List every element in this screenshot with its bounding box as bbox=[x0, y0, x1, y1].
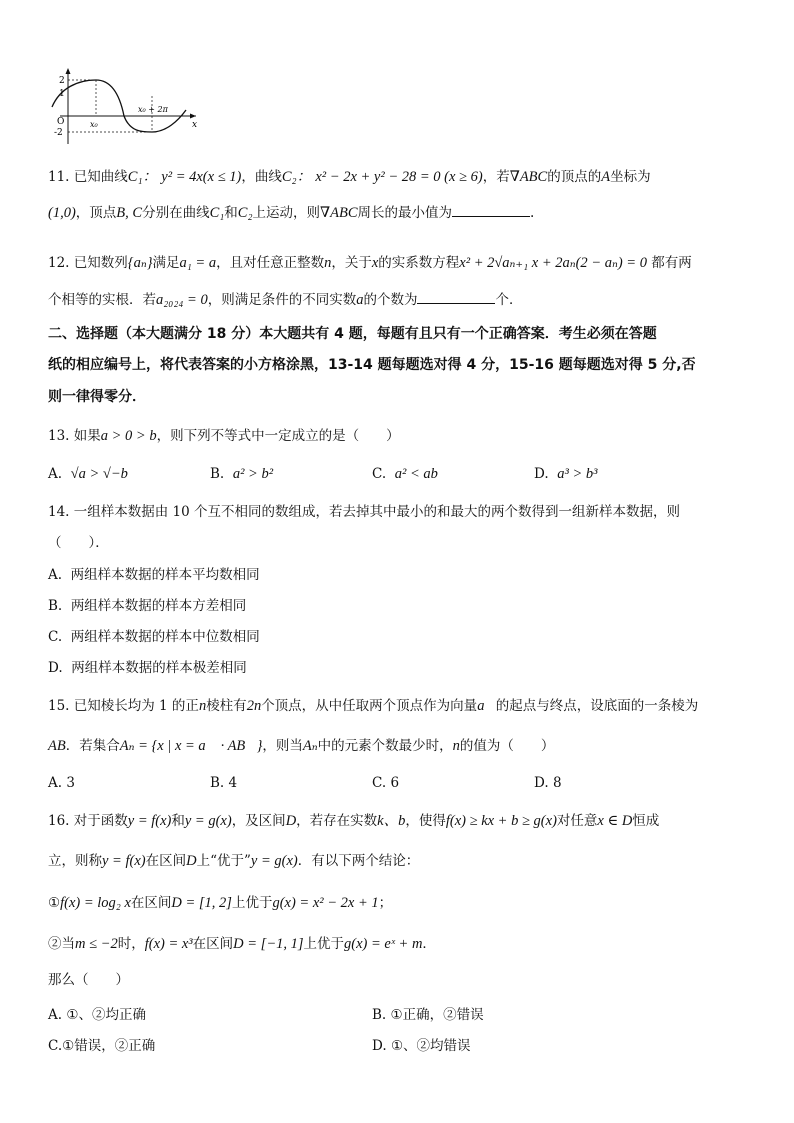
q16-text: ，若存在实数 bbox=[296, 813, 378, 829]
q11-curve-c2: C₂ bbox=[237, 205, 253, 221]
section2-line3: 则一律得零分． bbox=[48, 389, 146, 405]
q16-conclusion-1 bbox=[48, 894, 392, 912]
q16-text: 立，则称 bbox=[48, 853, 102, 869]
option-label: D. bbox=[534, 775, 549, 791]
q11-text: ，曲线 bbox=[241, 169, 282, 185]
x0-2pi-label: x₀ + 2π bbox=[138, 105, 168, 114]
q16-text: 上优于 bbox=[231, 895, 273, 911]
q16-text: 在区间 bbox=[145, 853, 187, 869]
q11-eq2: x² − 2x + y² − 28 = 0 (x ≥ 6) bbox=[315, 169, 483, 185]
q15-line2 bbox=[48, 737, 554, 755]
option-label: D. bbox=[372, 1038, 387, 1054]
option-label: A. bbox=[48, 466, 63, 482]
q16-line2 bbox=[48, 852, 419, 870]
option-label: A. bbox=[48, 775, 63, 791]
q16-text: ，使得 bbox=[405, 813, 446, 829]
q15-line1 bbox=[48, 697, 698, 715]
option-text: 两组样本数据的样本极差相同 bbox=[71, 660, 247, 676]
q15-n: n bbox=[452, 738, 460, 754]
q11-text: 上运动，则 bbox=[252, 205, 321, 221]
q11-number: 11. bbox=[48, 169, 70, 185]
option-label: B. bbox=[372, 1007, 387, 1023]
q15-vector-a: a⃗ bbox=[477, 698, 496, 714]
q11-curve-c1: C₁： bbox=[127, 169, 157, 185]
q16-text: 在区间 bbox=[130, 895, 172, 911]
q16-text: 时， bbox=[117, 936, 145, 952]
y-axis-arrow bbox=[66, 68, 71, 74]
y-tick-2: 2 bbox=[59, 76, 65, 86]
q15-text: 的起点与终点，设底面的一条棱为 bbox=[495, 698, 699, 714]
q14-option-b[interactable] bbox=[48, 598, 246, 615]
q11-text: 周长的最小值为 bbox=[357, 205, 453, 221]
q16-d: D bbox=[285, 813, 297, 829]
option-text: ①错误，②正确 bbox=[62, 1038, 156, 1054]
option-label: D. bbox=[48, 660, 63, 676]
q13-option-d[interactable] bbox=[534, 466, 597, 483]
q16-kb: k、b bbox=[377, 813, 406, 829]
q16-c2-g: g(x) = eˣ + m bbox=[344, 936, 423, 952]
q14-option-a[interactable] bbox=[48, 567, 260, 584]
option-text: 两组样本数据的样本平均数相同 bbox=[70, 567, 260, 583]
q11-eq1: y² = 4x(x ≤ 1) bbox=[161, 169, 242, 185]
q12-text: ，则满足条件的不同实数 bbox=[207, 292, 357, 308]
option-label: A. bbox=[48, 567, 63, 583]
q16-x-in-d: x ∈ D bbox=[597, 813, 633, 829]
option-text: 3 bbox=[66, 775, 75, 791]
origin-label: O bbox=[57, 117, 65, 127]
q13-condition: a > 0 > b bbox=[100, 428, 157, 444]
q12-sequence: {aₙ} bbox=[127, 255, 153, 271]
q15-set-an: Aₙ bbox=[302, 738, 318, 754]
q11-line1 bbox=[48, 168, 651, 186]
q15-option-c[interactable] bbox=[372, 775, 399, 791]
q11-text: ，若 bbox=[482, 169, 510, 185]
q15-text: ，则当 bbox=[262, 738, 303, 754]
q16-then: 那么（ ） bbox=[48, 972, 129, 988]
option-text: a² > b² bbox=[232, 466, 274, 482]
q12-number: 12. bbox=[48, 255, 70, 271]
q11-line2 bbox=[48, 204, 534, 222]
q12-text: 都有两 bbox=[651, 255, 692, 271]
q16-g: y = g(x) bbox=[184, 813, 232, 829]
q16-line1 bbox=[48, 812, 659, 830]
option-text: a³ > b³ bbox=[557, 466, 598, 482]
q13-option-c[interactable] bbox=[372, 466, 438, 483]
q14-stem2: （ ）． bbox=[48, 535, 109, 551]
y-tick-neg2: -2 bbox=[54, 128, 63, 138]
q16-text: ． bbox=[422, 936, 436, 952]
q16-text: 16. 对于函数 bbox=[48, 813, 128, 829]
option-text: 6 bbox=[390, 775, 400, 791]
q12-line1 bbox=[48, 254, 692, 272]
q11-vertices-bc: B, C bbox=[116, 205, 143, 221]
section2-line2: 纸的相应编号上，将代表答案的小方格涂黑，13-14 题每题选对得 4 分，15-16 题每题选对得 5 分,否 bbox=[48, 357, 696, 373]
q15-text: 的值为（ ） bbox=[459, 738, 555, 754]
q16-conclusion-2 bbox=[48, 935, 436, 953]
option-label: C. bbox=[48, 1038, 63, 1054]
option-text: 两组样本数据的样本方差相同 bbox=[70, 598, 247, 614]
q16-c2-d: D = [−1, 1] bbox=[233, 936, 304, 952]
q11-text: 分别在曲线 bbox=[142, 205, 210, 221]
q13-stem bbox=[48, 427, 400, 445]
q13-text: 13. 如果 bbox=[48, 428, 101, 444]
q15-option-a[interactable] bbox=[48, 775, 75, 791]
q14-option-d[interactable] bbox=[48, 660, 247, 677]
x0-label: x₀ bbox=[90, 120, 98, 129]
q15-edge-ab: AB bbox=[48, 738, 66, 754]
q11-triangle: ∇ABC bbox=[509, 169, 548, 185]
option-text: 4 bbox=[228, 775, 238, 791]
q15-n: n bbox=[198, 698, 207, 714]
option-label: C. bbox=[372, 466, 387, 482]
q12-x: x bbox=[371, 255, 379, 271]
q12-n: n bbox=[324, 255, 332, 271]
q15-set: Aₙ = {x | x = a⃗ · AB⃗} bbox=[119, 738, 263, 754]
q16-text: 对任意 bbox=[556, 813, 598, 829]
option-label: C. bbox=[48, 629, 63, 645]
q15-text: 中的元素个数最少时， bbox=[317, 738, 453, 754]
q12-equation: x² + 2√aₙ₊₁ x + 2aₙ(2 − aₙ) = 0 bbox=[459, 255, 647, 271]
q15-text: 棱柱有 bbox=[206, 698, 247, 714]
q11-text: 和 bbox=[224, 205, 238, 221]
option-text: ①正确，②错误 bbox=[390, 1007, 484, 1023]
q16-c2-m: m ≤ −2 bbox=[75, 936, 118, 952]
q16-text: 上“优于” bbox=[196, 853, 251, 869]
q11-point: (1,0) bbox=[48, 205, 76, 221]
q12-text: 已知数列 bbox=[73, 255, 128, 271]
q16-text: ① bbox=[48, 895, 61, 911]
option-text: ①、②均正确 bbox=[66, 1007, 146, 1023]
x-axis-label: x bbox=[192, 120, 198, 130]
q12-condition: a₂₀₂₄ = 0 bbox=[156, 292, 208, 308]
q11-text: ，顶点 bbox=[75, 205, 117, 221]
q11-vertex-a: A bbox=[601, 169, 611, 185]
q11-triangle: ∇ABC bbox=[320, 205, 358, 221]
section2-line1: 二、选择题（本大题满分 18 分）本大题共有 4 题，每题有且只有一个正确答案．考生必须在答题 bbox=[48, 326, 657, 342]
option-label: C. bbox=[372, 775, 387, 791]
q16-option-c[interactable] bbox=[48, 1034, 155, 1054]
q16-g: y = g(x) bbox=[250, 853, 298, 869]
option-label: D. bbox=[534, 466, 549, 482]
q16-d: D bbox=[186, 853, 197, 869]
option-text: √a > √−b bbox=[70, 466, 128, 482]
q11-curve-c1: C₁ bbox=[209, 205, 225, 221]
q15-text: 15. 已知棱长均为 1 的正 bbox=[48, 698, 199, 714]
q11-text: 坐标为 bbox=[610, 169, 651, 185]
q16-option-b[interactable] bbox=[372, 1003, 484, 1023]
q16-c1-d: D = [1, 2] bbox=[171, 895, 232, 911]
q16-text: 恒成 bbox=[632, 813, 660, 829]
q16-c1-f: f(x) = log₂ x bbox=[60, 895, 131, 911]
option-text: ①、②均错误 bbox=[390, 1038, 471, 1054]
q11-text: 已知曲线 bbox=[73, 169, 128, 185]
option-label: B. bbox=[210, 466, 225, 482]
q16-inequality: f(x) ≥ kx + b ≥ g(x) bbox=[445, 813, 557, 829]
q11-text: . bbox=[530, 205, 535, 221]
q12-text: ，且对任意正整数 bbox=[216, 255, 325, 271]
x-axis-arrow bbox=[190, 114, 196, 119]
q16-text: 在区间 bbox=[192, 936, 234, 952]
q12-text: 个． bbox=[495, 292, 523, 308]
q12-text: 的个数为 bbox=[363, 292, 418, 308]
q16-text: ．有以下两个结论： bbox=[297, 853, 420, 869]
q13-text: ，则下列不等式中一定成立的是（ ） bbox=[156, 428, 400, 444]
q13-option-a[interactable] bbox=[48, 466, 128, 483]
q12-answer-blank[interactable] bbox=[417, 291, 495, 304]
option-label: B. bbox=[48, 598, 63, 614]
q12-initial: a₁ = a bbox=[179, 255, 217, 271]
option-text: a² < ab bbox=[394, 466, 438, 482]
q15-2n: 2n bbox=[246, 698, 262, 714]
q16-text: 上优于 bbox=[303, 936, 344, 952]
q16-c1-g: g(x) = x² − 2x + 1 bbox=[272, 895, 379, 911]
q12-text: 的实系数方程 bbox=[378, 255, 460, 271]
option-text: 两组样本数据的样本中位数相同 bbox=[70, 629, 260, 645]
q13-option-b[interactable] bbox=[210, 466, 273, 483]
q16-text: 和 bbox=[171, 813, 185, 829]
y-tick-1: 1 bbox=[59, 89, 65, 99]
q16-text: ，及区间 bbox=[231, 813, 286, 829]
q14-stem1: 14. 一组样本数据由 10 个互不相同的数组成，若去掉其中最小的和最大的两个数得到一组新样本数据，则 bbox=[48, 504, 681, 520]
q12-text: ，关于 bbox=[331, 255, 372, 271]
q15-text: 个顶点，从中任取两个顶点作为向量 bbox=[261, 698, 478, 714]
option-label: B. bbox=[210, 775, 225, 791]
q16-option-a[interactable] bbox=[48, 1003, 146, 1023]
q15-option-b[interactable] bbox=[210, 775, 237, 791]
q12-a: a bbox=[356, 292, 364, 308]
q11-curve-c2: C₂： bbox=[281, 169, 312, 185]
q14-option-c[interactable] bbox=[48, 629, 260, 646]
q12-text: 个相等的实根．若 bbox=[48, 292, 156, 308]
q16-f: y = f(x) bbox=[102, 853, 146, 869]
q13-options bbox=[0, 466, 794, 486]
q11-text: 的顶点的 bbox=[547, 169, 602, 185]
q16-text: ； bbox=[378, 895, 393, 911]
q16-option-d[interactable] bbox=[372, 1034, 471, 1054]
q16-text: ②当 bbox=[48, 936, 75, 952]
option-text: 8 bbox=[552, 775, 562, 791]
q16-c2-f: f(x) = x³ bbox=[144, 936, 193, 952]
q15-text: ．若集合 bbox=[65, 738, 120, 754]
q12-text: 满足 bbox=[152, 255, 180, 271]
q16-f: y = f(x) bbox=[127, 813, 172, 829]
q11-answer-blank[interactable] bbox=[452, 204, 530, 217]
q12-line2 bbox=[48, 291, 522, 309]
option-label: A. bbox=[48, 1007, 63, 1023]
q15-option-d[interactable] bbox=[534, 775, 562, 791]
sine-graph bbox=[46, 66, 202, 146]
